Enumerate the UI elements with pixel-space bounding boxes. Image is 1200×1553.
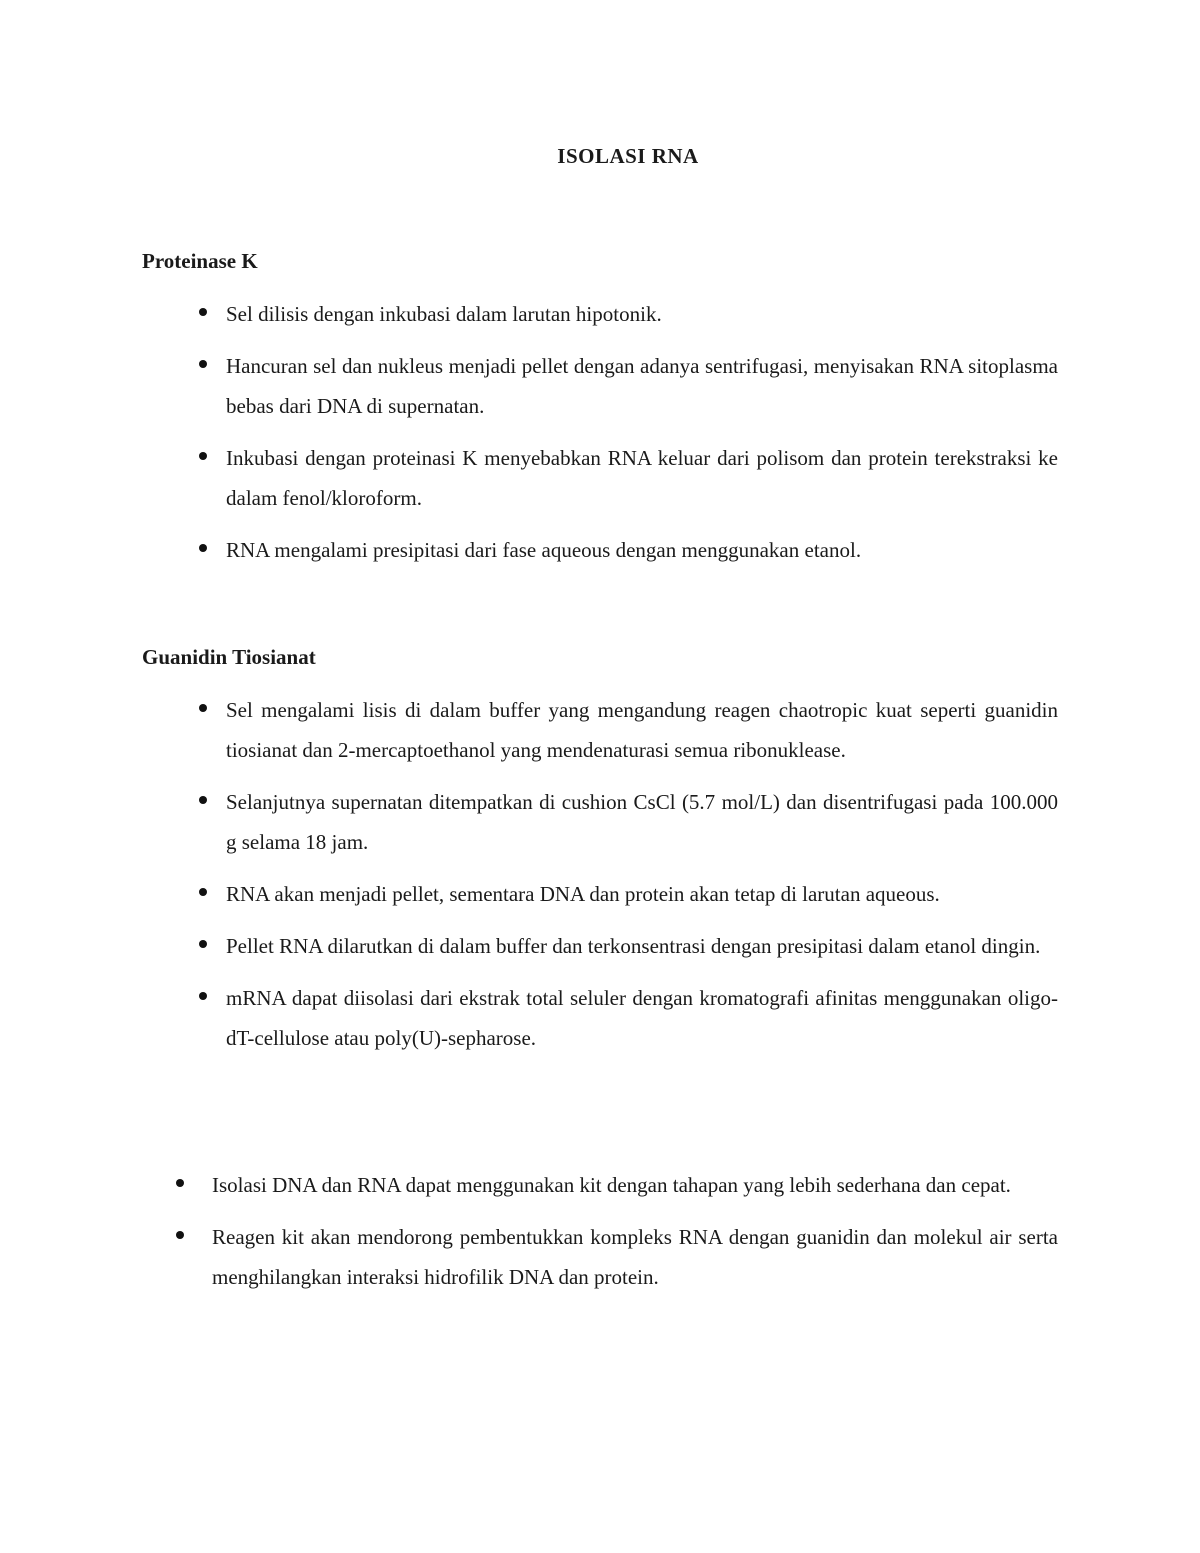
bullet-icon bbox=[199, 544, 207, 552]
bullet-icon bbox=[176, 1179, 184, 1187]
document-title: ISOLASI RNA bbox=[557, 144, 699, 168]
proteinase-k-list bbox=[226, 294, 1058, 570]
list-item: Selanjutnya supernatan ditempatkan di cushion CsCl (5.7 mol/L) dan disentrifugasi pada 100.000 g selama 18 jam. bbox=[226, 782, 1058, 862]
bullet-icon bbox=[199, 992, 207, 1000]
bullet-icon bbox=[199, 704, 207, 712]
bullet-icon bbox=[199, 360, 207, 368]
list-item: RNA akan menjadi pellet, sementara DNA dan protein akan tetap di larutan aqueous. bbox=[226, 874, 1058, 914]
list-item: Isolasi DNA dan RNA dapat menggunakan kit dengan tahapan yang lebih sederhana dan cepat. bbox=[212, 1165, 1058, 1205]
bullet-icon bbox=[199, 796, 207, 804]
bullet-icon bbox=[199, 888, 207, 896]
closing-list bbox=[212, 1165, 1058, 1297]
list-item: Sel dilisis dengan inkubasi dalam larutan hipotonik. bbox=[226, 294, 1058, 334]
bullet-icon bbox=[199, 452, 207, 460]
list-item: Hancuran sel dan nukleus menjadi pellet dengan adanya sentrifugasi, menyisakan RNA sitoplasma bebas dari DNA di supernatan. bbox=[226, 346, 1058, 426]
section-heading-guanidin-tiosianat: Guanidin Tiosianat bbox=[142, 645, 316, 669]
bullet-icon bbox=[199, 940, 207, 948]
list-item: Reagen kit akan mendorong pembentukkan kompleks RNA dengan guanidin dan molekul air serta menghilangkan interaksi hidrofilik DNA dan protein. bbox=[212, 1217, 1058, 1297]
bullet-icon bbox=[176, 1231, 184, 1239]
bullet-icon bbox=[199, 308, 207, 316]
list-item: mRNA dapat diisolasi dari ekstrak total seluler dengan kromatografi afinitas menggunakan oligo-dT-cellulose atau poly(U)-sepharose. bbox=[226, 978, 1058, 1058]
list-item: Sel mengalami lisis di dalam buffer yang mengandung reagen chaotropic kuat seperti guanidin tiosianat dan 2-mercaptoethanol yang mendenaturasi semua ribonuklease. bbox=[226, 690, 1058, 770]
list-item: Pellet RNA dilarutkan di dalam buffer dan terkonsentrasi dengan presipitasi dalam etanol dingin. bbox=[226, 926, 1058, 966]
list-item: Inkubasi dengan proteinasi K menyebabkan RNA keluar dari polisom dan protein terekstraksi ke dalam fenol/kloroform. bbox=[226, 438, 1058, 518]
list-item: RNA mengalami presipitasi dari fase aqueous dengan menggunakan etanol. bbox=[226, 530, 1058, 570]
section-heading-proteinase-k: Proteinase K bbox=[142, 249, 258, 273]
guanidin-tiosianat-list bbox=[226, 690, 1058, 1058]
